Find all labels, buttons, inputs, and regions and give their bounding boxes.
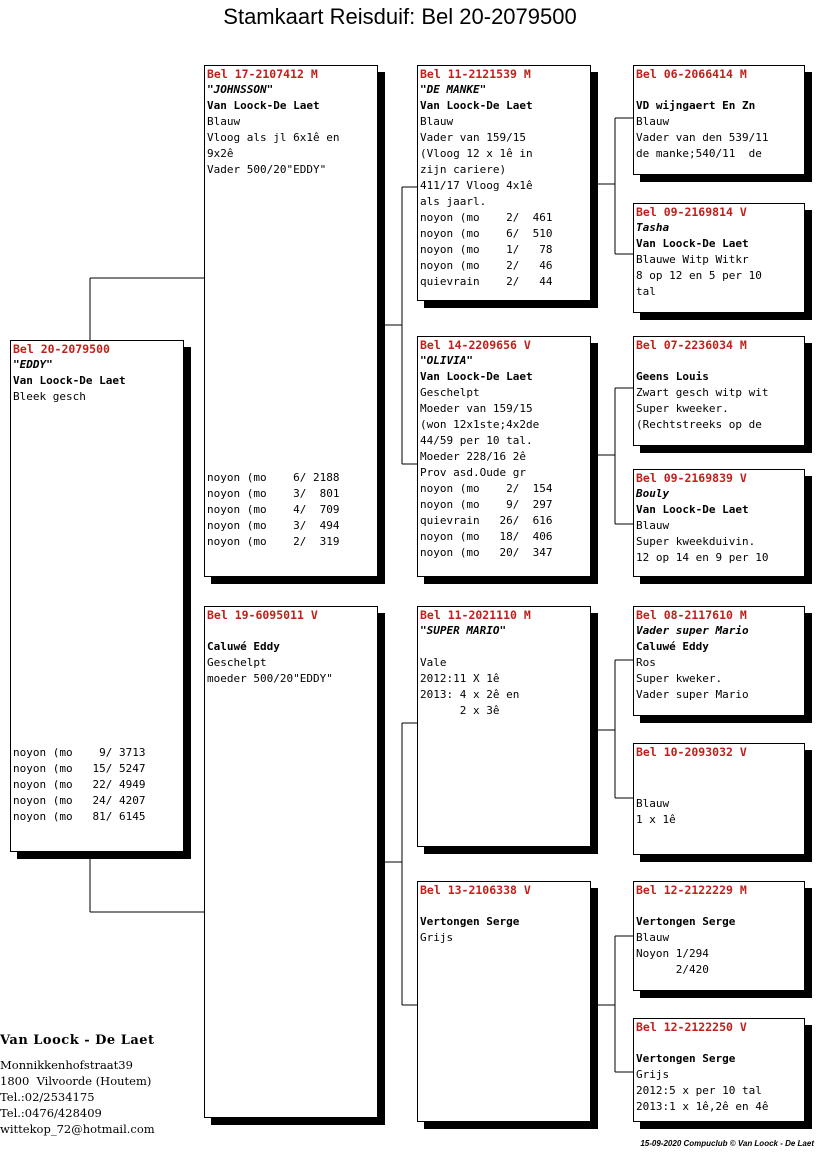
info-line: Prov asd.Oude gr [420, 466, 526, 479]
card-father [204, 65, 378, 577]
info-line: 2012:5 x per 10 tal [636, 1084, 762, 1097]
info-line: Vader van den 539/11 [636, 131, 769, 144]
info-line: als jaarl. [420, 195, 487, 208]
ring-number: Bel 08-2117610 M [636, 608, 747, 622]
card-mfm [633, 743, 805, 855]
info-line: noyon (mo 9/ 297 [420, 498, 553, 511]
info-line: tal [636, 285, 656, 298]
info-line: quievrain 2/ 44 [420, 275, 553, 288]
info-line: Blauw [636, 797, 670, 810]
card-mother [204, 606, 378, 1118]
info-line: Vader 500/20"EDDY" [207, 163, 327, 176]
info-line: Ros [636, 656, 656, 669]
card-mff [633, 606, 805, 716]
info-line: Geschelpt [420, 386, 480, 399]
pigeon-name: "EDDY" [13, 358, 53, 371]
result-line: noyon (mo 22/ 4949 [13, 778, 146, 791]
card-mmf [633, 881, 805, 991]
info-line: moeder 500/20"EDDY" [207, 672, 333, 685]
info-line: Grijs [420, 931, 454, 944]
info-line: Super kweekduivin. [636, 535, 756, 548]
info-line: noyon (mo 20/ 347 [420, 546, 553, 559]
owner: Caluwé Eddy [636, 640, 709, 653]
owner: Vertongen Serge [636, 1052, 736, 1065]
result-line: noyon (mo 24/ 4207 [13, 794, 146, 807]
info-line: Zwart gesch witp wit [636, 386, 769, 399]
owner: Van Loock-De Laet [636, 237, 749, 250]
card-mm [417, 881, 591, 1122]
address-line: 1800 Vilvoorde (Houtem) [0, 1074, 152, 1088]
card-fmm [633, 469, 805, 577]
info-line: Super kweker. [636, 672, 723, 685]
info-line: Blauw [636, 519, 670, 532]
result-line: noyon (mo 9/ 3713 [13, 746, 146, 759]
result-line: noyon (mo 81/ 6145 [13, 810, 146, 823]
info-line: 411/17 Vloog 4x1ê [420, 179, 533, 192]
info-line: Vader super Mario [636, 688, 749, 701]
info-line: 12 op 14 en 9 per 10 [636, 551, 769, 564]
info-line: Geschelpt [207, 656, 267, 669]
result-line: noyon (mo 2/ 319 [207, 535, 340, 548]
info-line: Blauwe Witp Witkr [636, 253, 749, 266]
info-line: noyon (mo 2/ 154 [420, 482, 553, 495]
pigeon-name [636, 898, 804, 914]
info-line: 2 x 3ê [420, 704, 500, 717]
card-fmf [633, 336, 805, 446]
card-subject [10, 340, 184, 852]
ring-number: Bel 09-2169839 V [636, 471, 747, 485]
info-line: 1 x 1ê [636, 813, 676, 826]
info-line: noyon (mo 6/ 510 [420, 227, 553, 240]
card-fm [417, 336, 591, 577]
pigeon-name [636, 353, 804, 369]
pigeon-name [207, 623, 377, 639]
address-line: Monnikkenhofstraat39 [0, 1058, 133, 1072]
owner [420, 639, 590, 655]
info-line: Moeder 228/16 2ê [420, 450, 526, 463]
card-ff [417, 65, 591, 301]
pigeon-name: Bouly [636, 487, 670, 500]
owner: Van Loock-De Laet [420, 370, 533, 383]
owner: Van Loock-De Laet [420, 99, 533, 112]
info-line: Blauw [420, 115, 454, 128]
ring-number: Bel 14-2209656 V [420, 338, 531, 352]
info-line: Moeder van 159/15 [420, 402, 533, 415]
results [207, 470, 339, 550]
page-title: Stamkaart Reisduif: Bel 20-2079500 [223, 4, 577, 29]
owner: Van Loock-De Laet [636, 503, 749, 516]
info-line: 2013:1 x 1ê,2ê en 4ê [636, 1100, 769, 1113]
email-line: wittekop_72@hotmail.com [0, 1122, 155, 1136]
pigeon-name [636, 82, 804, 98]
ring-number: Bel 06-2066414 M [636, 67, 747, 81]
info-line: (Rechtstreeks op de [636, 418, 762, 431]
info-line: quievrain 26/ 616 [420, 514, 553, 527]
result-line: noyon (mo 3/ 494 [207, 519, 340, 532]
ring-number: Bel 12-2122250 V [636, 1020, 747, 1034]
info-line: Vale [420, 656, 447, 669]
info-line: noyon (mo 2/ 46 [420, 259, 553, 272]
info-line: noyon (mo 18/ 406 [420, 530, 553, 543]
pigeon-name: "OLIVIA" [420, 354, 473, 367]
info-line: de manke;540/11 de [636, 147, 762, 160]
info-line: 9x2ê [207, 147, 234, 160]
info-line: Grijs [636, 1068, 670, 1081]
info-line: 2/420 [636, 963, 709, 976]
owner: Vertongen Serge [420, 915, 520, 928]
card-mmm [633, 1018, 805, 1122]
ring-number: Bel 11-2021110 M [420, 608, 531, 622]
pigeon-name [420, 898, 590, 914]
breeder-address [0, 1057, 155, 1137]
info-line: noyon (mo 1/ 78 [420, 243, 553, 256]
owner: Vertongen Serge [636, 915, 736, 928]
info-line: Super kweeker. [636, 402, 729, 415]
ring-number: Bel 09-2169814 V [636, 205, 747, 219]
result-line: noyon (mo 3/ 801 [207, 487, 340, 500]
info-line: Vloog als jl 6x1ê en [207, 131, 340, 144]
phone-line: Tel.:02/2534175 [0, 1090, 95, 1104]
pigeon-name: "SUPER MARIO" [420, 624, 507, 637]
info-line: (Vloog 12 x 1ê in [420, 147, 533, 160]
pigeon-name: "JOHNSSON" [207, 83, 274, 96]
card-ffm [633, 203, 805, 313]
owner [636, 776, 804, 792]
footnote: 15-09-2020 Compuclub © Van Loock - De Laet [640, 1139, 814, 1148]
info-line: 2012:11 X 1ê [420, 672, 500, 685]
owner: VD wijngaert En Zn [636, 99, 756, 112]
owner: Geens Louis [636, 370, 709, 383]
result-line: noyon (mo 6/ 2188 [207, 471, 340, 484]
ring-number: Bel 17-2107412 M [207, 67, 318, 81]
info-line: Bleek gesch [13, 390, 86, 403]
card-mf [417, 606, 591, 847]
ring-number: Bel 20-2079500 [13, 342, 110, 356]
pigeon-name: Tasha [636, 221, 670, 234]
info-line: noyon (mo 2/ 461 [420, 211, 553, 224]
card-fff [633, 65, 805, 175]
result-line: noyon (mo 4/ 709 [207, 503, 340, 516]
info-line: zijn cariere) [420, 163, 507, 176]
ring-number: Bel 10-2093032 V [636, 745, 747, 759]
pigeon-name: "DE MANKE" [420, 83, 487, 96]
breeder-name: Van Loock - De Laet [0, 1033, 155, 1048]
info-line: 44/59 per 10 tal. [420, 434, 533, 447]
info-line: 8 op 12 en 5 per 10 [636, 269, 762, 282]
info-line: Noyon 1/294 [636, 947, 709, 960]
info-line: Vader van 159/15 [420, 131, 526, 144]
info-line: Blauw [636, 115, 670, 128]
pigeon-name [636, 760, 804, 776]
owner: Van Loock-De Laet [13, 374, 126, 387]
phone-line: Tel.:0476/428409 [0, 1106, 102, 1120]
ring-number: Bel 11-2121539 M [420, 67, 531, 81]
ring-number: Bel 13-2106338 V [420, 883, 531, 897]
pigeon-name: Vader super Mario [636, 624, 749, 637]
info-line: Blauw [636, 931, 670, 944]
result-line: noyon (mo 15/ 5247 [13, 762, 146, 775]
ring-number: Bel 07-2236034 M [636, 338, 747, 352]
owner: Caluwé Eddy [207, 640, 280, 653]
pigeon-name [636, 1035, 804, 1051]
results [13, 745, 145, 825]
info-line: Blauw [207, 115, 241, 128]
ring-number: Bel 12-2122229 M [636, 883, 747, 897]
info-line: 2013: 4 x 2ê en [420, 688, 520, 701]
owner: Van Loock-De Laet [207, 99, 320, 112]
info-line: (won 12x1ste;4x2de [420, 418, 540, 431]
ring-number: Bel 19-6095011 V [207, 608, 318, 622]
